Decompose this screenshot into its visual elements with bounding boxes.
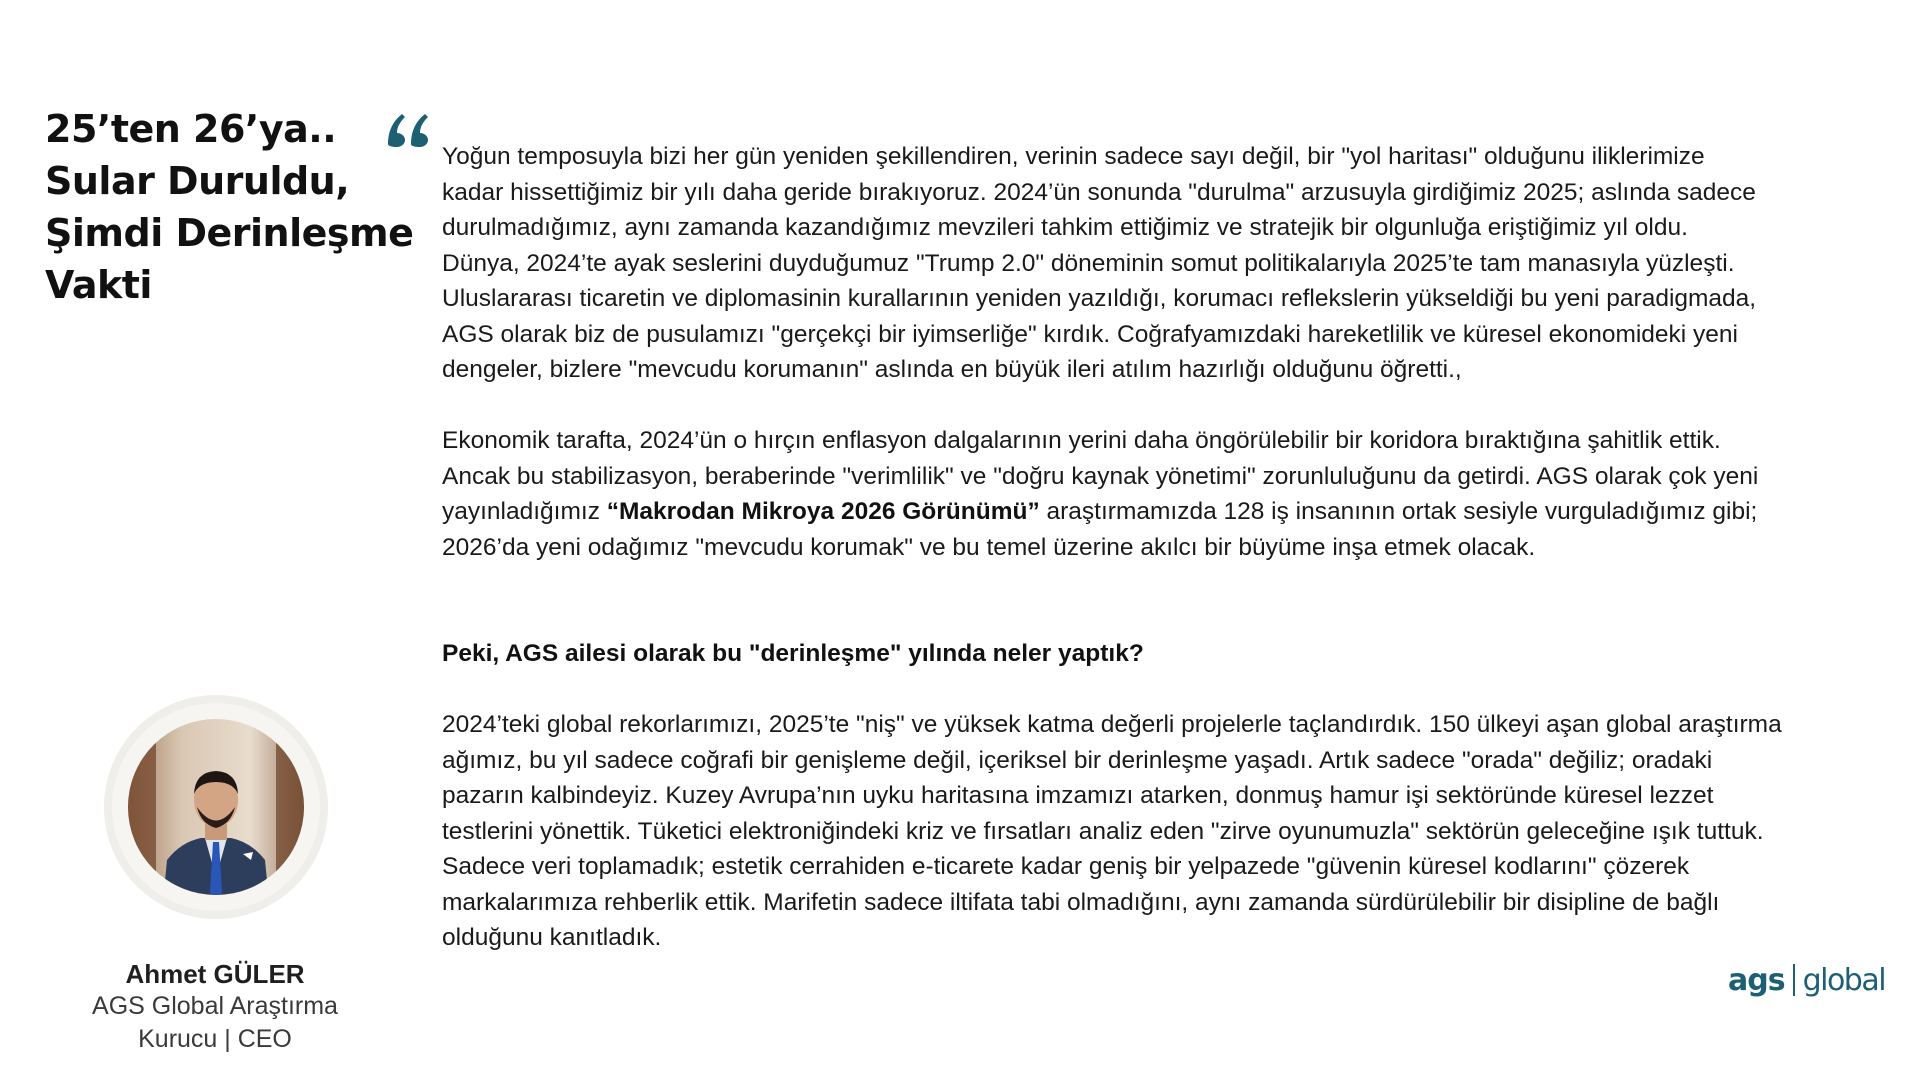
spacer (442, 388, 1882, 424)
title-line-1: 25’ten 26’ya.. (45, 107, 337, 151)
author-role-line-1: AGS Global Araştırma (92, 992, 338, 1020)
author-role-line-2: Kurucu | CEO (138, 1025, 292, 1053)
ags-global-logo (1728, 960, 1885, 1000)
section-question: Peki, AGS ailesi olarak bu "derinleşme" yılında neler yaptık? (442, 640, 1144, 667)
logo-text-ags: ags (1728, 962, 1785, 998)
paragraph-2-text-b: araştırmamızda 128 iş insanının ortak sesiyle vurguladığımız gibi; 2026’da yeni odağımız "mevcudu korumak" ve bu temel üzerine akılcı bir büyüme inşa etmek olacak. (442, 498, 1758, 561)
author-signature (40, 958, 390, 1056)
page-title (45, 103, 414, 311)
logo-divider (1793, 964, 1795, 996)
paragraph-2-text-a: Ekonomik tarafta, 2024’ün o hırçın enflasyon dalgalarının yerini daha öngörülebilir bir koridora bıraktığına şahitlik ettik. Ancak bu stabilizasyon, beraberinde "verimlilik" ve "doğru kaynak yönetimi" zorunluluğunu da getirdi. AGS olarak çok yeni yayınladığımız (442, 427, 1759, 525)
paragraph-3: 2024’teki global rekorlarımızı, 2025’te "niş" ve yüksek katma değerli projelerle taçlandırdık. 150 ülkeyi aşan global araştırma ağımız, bu yıl sadece coğrafi bir genişleme değil, içeriksel bir derinleşme yaşadı. Artık sadece "orada" değiliz; oradaki pazarın kalbindeyiz. Kuzey Avrupa’nın uyku haritasına imzamızı atarken, donmuş hamur işi sektöründe küresel lezzet testlerini yönettik. Tüketici elektroniğindeki kriz ve fırsatları analiz eden "zirve oyunumuzla" sektörün geleceğine ışık tuttuk. Sadece veri toplamadık; estetik cerrahiden e-ticarete kadar geniş bir yelpazede "güvenin küresel kodlarını" çözerek markalarımıza rehberlik ettik. Marifetin sadece iltifata tabi olmadığını, aynı zamanda sürdürülebilir bir disipline de bağlı olduğunu kanıtladık. (442, 711, 1782, 951)
avatar (101, 692, 331, 922)
letter-body (442, 139, 1882, 956)
paragraph-1: Yoğun temposuyla bizi her gün yeniden şekillendiren, verinin sadece sayı değil, bir "yol haritası" olduğunu iliklerimize kadar hissettiğimiz bir yılı daha geride bırakıyoruz. 2024’ün sonunda "durulma" arzusuyla girdiğimiz 2025; aslında sadece durulmadığımız, aynı zamanda kazandığımız mevzileri tahkim ettiğimiz ve stratejik bir olgunluğa eriştiğimiz yıl oldu. Dünya, 2024’te ayak seslerini duyduğumuz "Trump 2.0" döneminin somut politikalarıyla 2025’te tam manasıyla yüzleşti. Uluslararası ticaretin ve diplomasinin kurallarının yeniden yazıldığı, korumacı reflekslerin yükseldiği bu yeni paradigmada, AGS olarak biz de pusulamızı "gerçekçi bir iyimserliğe" kırdık. Coğrafyamızdaki hareketlilik ve küresel ekonomideki yeni dengeler, bizlere "mevcudu korumanın" aslında en büyük ileri atılım hazırlığı olduğunu öğretti., (442, 143, 1757, 383)
spacer (442, 672, 1882, 708)
ceo-portrait-image (101, 692, 331, 922)
title-line-4: Vakti (45, 263, 152, 307)
title-line-2: Sular Duruldu, (45, 159, 350, 203)
author-name: Ahmet GÜLER (125, 959, 305, 989)
spacer (442, 565, 1882, 636)
quote-icon (384, 100, 434, 160)
paragraph-2 (442, 423, 1882, 565)
title-line-3: Şimdi Derinleşme (45, 211, 414, 255)
report-title-highlight: “Makrodan Mikroya 2026 Görünümü” (606, 498, 1040, 525)
logo-text-global: global (1802, 962, 1886, 998)
